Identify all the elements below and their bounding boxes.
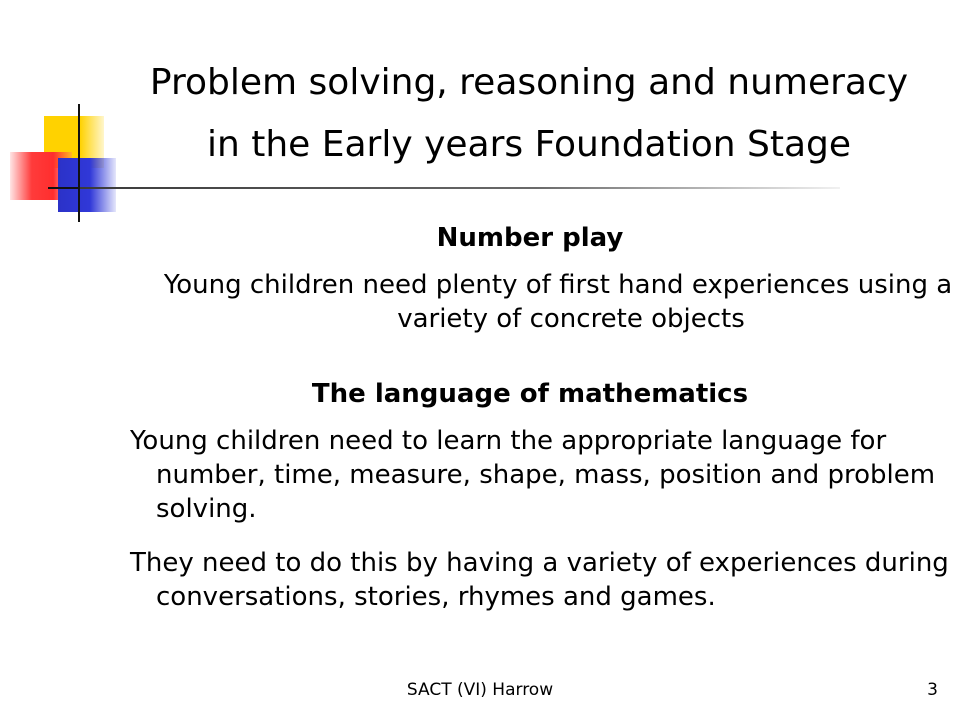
page-number: 3 xyxy=(927,680,938,700)
title-line-2: in the Early years Foundation Stage xyxy=(206,124,852,165)
slide-title xyxy=(118,52,940,176)
footer-source: SACT (VI) Harrow xyxy=(406,680,554,700)
title-line-1: Problem solving, reasoning and numeracy xyxy=(149,62,909,103)
blue-square xyxy=(58,158,116,212)
section-text-language-2: They need to do this by having a variety of experiences during conversations, stories, rhymes and games. xyxy=(130,548,949,612)
logo-vertical-line xyxy=(78,104,80,222)
title-divider xyxy=(80,187,840,189)
section-text-language-1: Young children need to learn the appropriate language for number, time, measure, shape, mass, position and problem solving. xyxy=(130,426,936,524)
section-heading-language: The language of mathematics xyxy=(311,379,749,409)
section-heading-number-play: Number play xyxy=(436,223,624,253)
section-text-number-play: Young children need plenty of first hand experiences using a variety of concrete objects xyxy=(163,270,953,334)
